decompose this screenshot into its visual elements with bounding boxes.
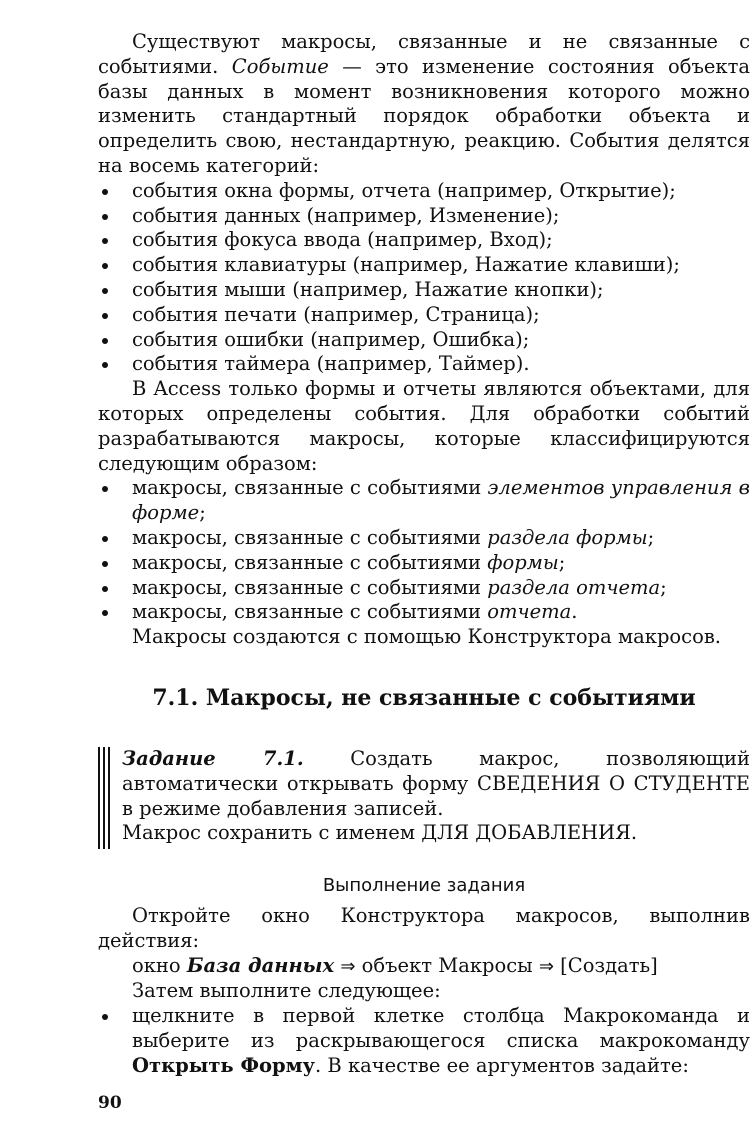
task-block <box>98 747 750 846</box>
list-item <box>98 1004 750 1078</box>
list-item: события печати (например, Страница); <box>98 303 750 328</box>
list-item: события таймера (например, Таймер). <box>98 352 750 377</box>
step-command: Открыть Форму <box>132 1053 316 1077</box>
steps-then-line: Затем выполните следующее: <box>132 979 441 1003</box>
task-save-line: Макрос сохранить с именем ДЛЯ ДОБАВЛЕНИЯ. <box>122 821 638 845</box>
arrow-icon: ⇒ <box>340 955 356 977</box>
intro-paragraph <box>98 30 750 179</box>
macro-type-end: ; <box>647 525 655 549</box>
event-category-list <box>98 179 750 377</box>
steps-path-line <box>98 954 750 980</box>
macro-type-list <box>98 476 750 625</box>
list-item: события ошибки (например, Ошибка); <box>98 328 750 353</box>
macro-type-term: раздела формы <box>487 525 648 549</box>
macro-type-text: макросы, связанные с событиями <box>132 525 488 549</box>
macro-type-text: макросы, связанные с событиями <box>132 550 488 574</box>
macro-type-term: раздела отчета <box>487 575 661 599</box>
steps-list <box>98 1004 750 1078</box>
list-item: события мыши (например, Нажатие кнопки); <box>98 278 750 303</box>
macro-type-text: макросы, связанные с событиями <box>132 575 488 599</box>
macro-type-text: макросы, связанные с событиями <box>132 600 488 624</box>
task-text <box>122 747 750 846</box>
macro-type-term: отчета <box>487 600 572 624</box>
task-margin-bars <box>98 747 112 849</box>
macro-type-end: ; <box>660 575 667 599</box>
list-item: события данных (например, Изменение); <box>98 204 750 229</box>
task-label: Задание 7.1. <box>122 747 304 770</box>
macro-type-end: . <box>571 600 578 624</box>
list-item: события фокуса ввода (например, Вход); <box>98 228 750 253</box>
list-item <box>98 576 750 601</box>
list-item <box>98 526 750 551</box>
step-text: щелкните в первой клетке столбца Макрокоманда и выберите из раскрывающегося списка макрокоманду <box>132 1004 750 1052</box>
list-item: события окна формы, отчета (например, Открытие); <box>98 179 750 204</box>
list-item <box>98 476 750 526</box>
steps-section <box>98 904 750 1079</box>
intro-section <box>98 30 750 650</box>
arrow-icon: ⇒ <box>538 955 554 977</box>
path-button: [Создать] <box>553 953 658 977</box>
macro-type-term: элементов управления в форме <box>132 476 751 525</box>
execution-heading: Выполнение задания <box>322 875 526 896</box>
intro-term-event: Событие <box>231 54 329 78</box>
macro-type-end: ; <box>558 550 566 574</box>
constructor-line: Макросы создаются с помощью Конструктора макросов. <box>132 625 721 649</box>
path-prefix: окно <box>132 953 187 977</box>
step-text-end: . В качестве ее аргументов задайте: <box>315 1053 689 1077</box>
task-description: Создать макрос, позволяющий автоматически открывать форму СВЕДЕНИЯ О СТУДЕНТЕ в режиме добавления записей. <box>122 747 750 820</box>
intro-text-a: Существуют макросы, связанные и не связанные с событиями. <box>98 30 750 78</box>
access-paragraph: В Access только формы и отчеты являются объектами, для которых определены события. Для обработки событий разрабатываются макросы, которые классифицируются следующим образом: <box>98 377 750 475</box>
macro-type-text: макросы, связанные с событиями <box>132 476 488 500</box>
list-item <box>98 551 750 576</box>
list-item: события клавиатуры (например, Нажатие клавиши); <box>98 253 750 278</box>
section-heading: 7.1. Макросы, не связанные с событиями <box>152 685 696 711</box>
intro-text-b: — это изменение состояния объекта базы данных в момент возникновения которого можно изменить стандартный порядок обработки объекта и определить свою, нестандартную, реакцию. События делятся на восемь категорий: <box>98 54 750 177</box>
page-number: 90 <box>98 1093 122 1113</box>
macro-type-term: формы <box>487 550 559 574</box>
list-item <box>98 600 750 625</box>
steps-open-line: Откройте окно Конструктора макросов, выполнив действия: <box>98 904 750 952</box>
path-object: объект Макросы <box>355 953 539 977</box>
macro-type-end: ; <box>199 501 206 525</box>
path-database: База данных <box>186 953 335 977</box>
